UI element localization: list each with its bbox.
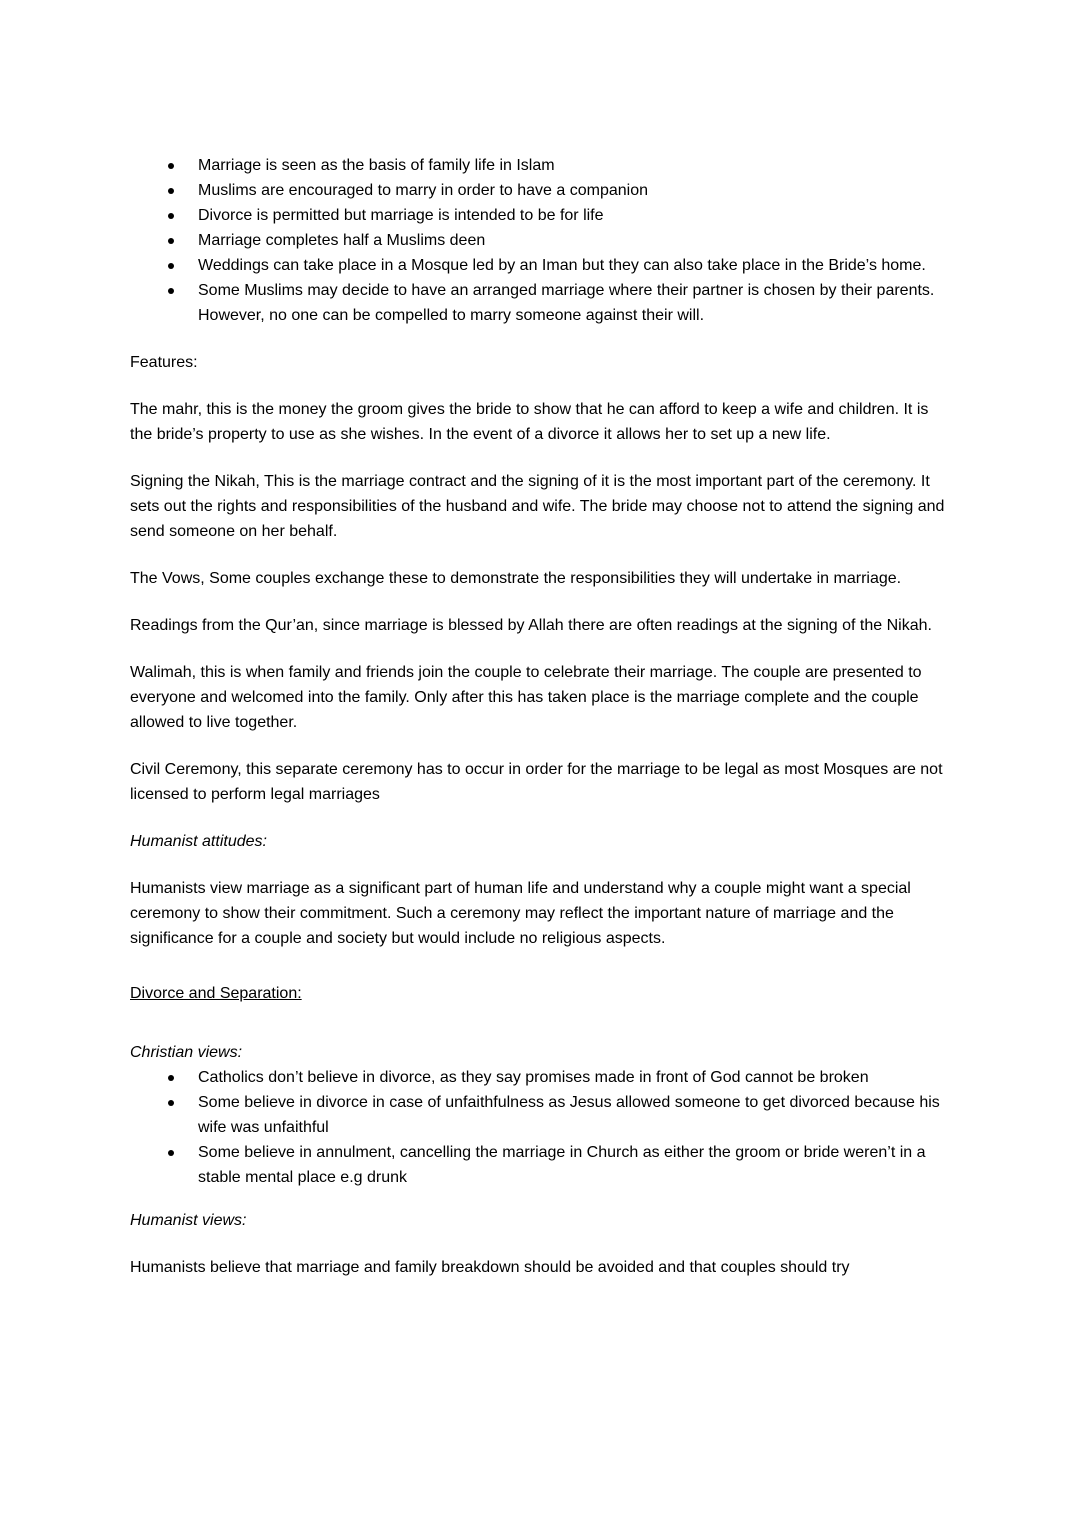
features-heading: Features: — [130, 354, 198, 371]
paragraph-mahr: The mahr, this is the money the groom gives the bride to show that he can afford to keep a wife and children. It is the bride’s property to use as she wishes. In the event of a divorce it allows her to set up a new life. — [130, 401, 929, 443]
list-item: Marriage completes half a Muslims deen — [130, 228, 950, 253]
list-item: Weddings can take place in a Mosque led by an Iman but they can also take place in the Bride’s home. — [130, 253, 950, 278]
list-item: Catholics don’t believe in divorce, as they say promises made in front of God cannot be broken — [130, 1065, 950, 1090]
paragraph-vows: The Vows, Some couples exchange these to demonstrate the responsibilities they will undertake in marriage. — [130, 570, 902, 587]
humanist-views-heading: Humanist views: — [130, 1212, 247, 1229]
islam-marriage-bullet-list — [130, 153, 950, 328]
list-item: Some believe in divorce in case of unfaithfulness as Jesus allowed someone to get divorced because his wife was unfaithful — [130, 1090, 950, 1140]
divorce-separation-heading: Divorce and Separation: — [130, 985, 302, 1002]
paragraph-readings: Readings from the Qur’an, since marriage is blessed by Allah there are often readings at the signing of the Nikah. — [130, 617, 932, 634]
paragraph-nikah: Signing the Nikah, This is the marriage contract and the signing of it is the most important part of the ceremony. It sets out the rights and responsibilities of the husband and wife. The bride may choose not to attend the signing and send someone on her behalf. — [130, 473, 945, 540]
christian-views-heading: Christian views: — [130, 1044, 243, 1061]
list-item: Muslims are encouraged to marry in order to have a companion — [130, 178, 950, 203]
list-item: Divorce is permitted but marriage is intended to be for life — [130, 203, 950, 228]
paragraph-humanist-divorce: Humanists believe that marriage and family breakdown should be avoided and that couples should try — [130, 1259, 850, 1276]
paragraph-civil-ceremony: Civil Ceremony, this separate ceremony has to occur in order for the marriage to be legal as most Mosques are not licensed to perform legal marriages — [130, 761, 943, 803]
list-item: Some Muslims may decide to have an arranged marriage where their partner is chosen by their parents. However, no one can be compelled to marry someone against their will. — [130, 278, 950, 328]
humanist-attitudes-heading: Humanist attitudes: — [130, 833, 267, 850]
list-item: Some believe in annulment, cancelling the marriage in Church as either the groom or bride weren’t in a stable mental place e.g drunk — [130, 1140, 950, 1190]
paragraph-walimah: Walimah, this is when family and friends join the couple to celebrate their marriage. The couple are presented to everyone and welcomed into the family. Only after this has taken place is the marriage complete and the couple allowed to live together. — [130, 664, 922, 731]
christian-views-bullet-list — [130, 1065, 950, 1190]
paragraph-humanist-marriage: Humanists view marriage as a significant part of human life and understand why a couple might want a special ceremony to show their commitment. Such a ceremony may reflect the important nature of marriage and the significance for a couple and society but would include no religious aspects. — [130, 880, 911, 947]
list-item: Marriage is seen as the basis of family life in Islam — [130, 153, 950, 178]
